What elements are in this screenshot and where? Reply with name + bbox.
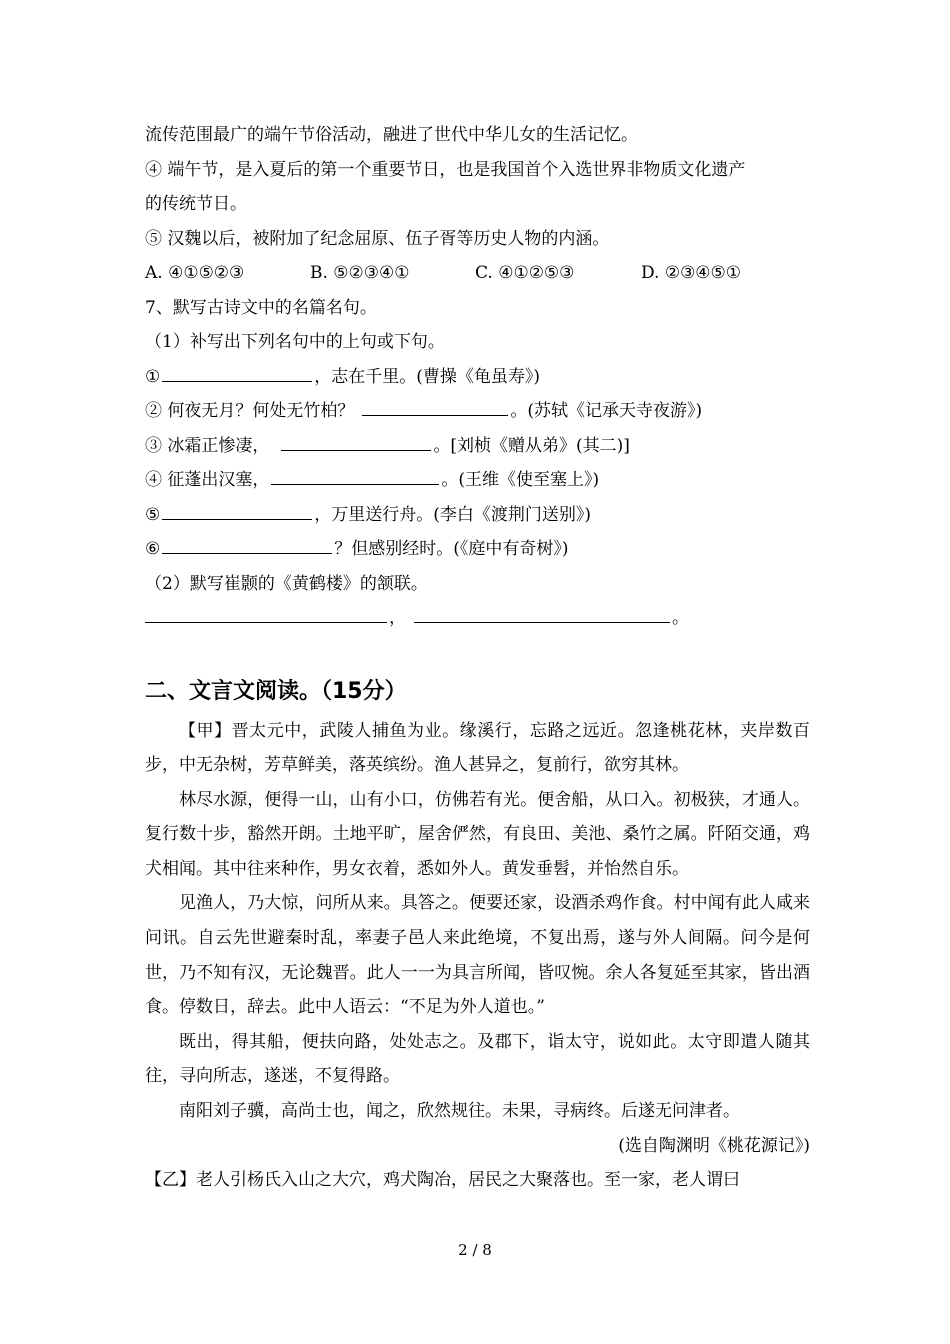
answer-blank[interactable]	[271, 483, 439, 485]
option-a: A. ④①⑤②③	[145, 263, 245, 283]
passage-paragraph: 【甲】晋太元中，武陵人捕鱼为业。缘溪行，忘路之远近。忽逢桃花林，夹岸数百步，中无杂树，芳草鲜美，落英缤纷。渔人甚异之，复前行，欲穷其林。	[145, 720, 810, 776]
q7-sub1: （1）补写出下列名句中的上句或下句。	[145, 332, 445, 352]
passage-paragraph: 见渔人，乃大惊，问所从来。具答之。便要还家，设酒杀鸡作食。村中闻有此人咸来问讯。自云先世避秦时乱，率妻子邑人来此绝境，不复出焉，遂与外人间隔。问今是何世，乃不知有汉，无论魏晋。此人一一为具言所闻，皆叹惋。余人各复延至其家，皆出酒食。停数日，辞去。此中人语云：“不足为外人道也。”	[145, 893, 810, 1018]
q7-sub2: （2）默写崔颢的《黄鹤楼》的颔联。	[145, 573, 428, 594]
q7-item-6: ⑥ ？但感别经时。(《庭中有奇树》)	[145, 539, 569, 559]
passage-paragraph: 既出，得其船，便扶向路，处处志之。及郡下，诣太守，说如此。太守即遣人随其往，寻向所志，遂迷，不复得路。	[145, 1031, 810, 1087]
option-c: C. ④①②⑤③	[475, 263, 575, 283]
q7-item-4: ④ 征蓬出汉塞， 。(王维《使至塞上》)	[145, 470, 600, 490]
section-heading: 二、文言文阅读。（15分）	[145, 678, 407, 704]
answer-blank[interactable]	[162, 380, 312, 382]
option-b: B. ⑤②③④①	[310, 263, 410, 283]
answer-blank[interactable]	[145, 621, 387, 623]
q6-item-4b: 的传统节日。	[145, 194, 247, 214]
passage-yi: 【乙】老人引杨氏入山之大穴，鸡犬陶冶，居民之大聚落也。至一家，老人谓曰	[145, 1170, 740, 1191]
q6-item-5: ⑤ 汉魏以后，被附加了纪念屈原、伍子胥等历史人物的内涵。	[145, 228, 610, 249]
answer-blank[interactable]	[414, 621, 670, 623]
answer-blank[interactable]	[162, 518, 312, 520]
answer-blank[interactable]	[362, 414, 508, 416]
q7-item-3: ③ 冰霜正惨凄， 。[刘桢《赠从弟》(其二)]	[145, 435, 630, 456]
q6-item-4a: ④ 端午节，是入夏后的第一个重要节日，也是我国首个入选世界非物质文化遗产	[145, 159, 746, 180]
q7-couplet: ， 。	[145, 601, 810, 636]
page-number: 2 / 8	[458, 1241, 492, 1259]
q6-options	[145, 256, 810, 291]
passage-paragraph: 林尽水源，便得一山，山有小口，仿佛若有光。便舍船，从口入。初极狭，才通人。复行数十步，豁然开朗。土地平旷，屋舍俨然，有良田、美池、桑竹之属。阡陌交通，鸡犬相闻。其中往来种作，男女衣着，悉如外人。黄发垂髫，并怡然自乐。	[145, 789, 810, 879]
q7-item-2: ② 何夜无月？何处无竹柏？ 。(苏轼《记承天寺夜游》)	[145, 401, 703, 421]
passage-source: (选自陶渊明《桃花源记》)	[618, 1135, 810, 1156]
q7-item-1: ① ，志在千里。(曹操《龟虽寿》)	[145, 366, 541, 387]
passage-paragraph: 南阳刘子骥，高尚士也，闻之，欣然规往。未果，寻病终。后遂无问津者。	[179, 1101, 740, 1122]
answer-blank[interactable]	[281, 449, 431, 451]
answer-blank[interactable]	[162, 552, 332, 554]
page-content	[145, 118, 810, 1198]
option-d: D. ②③④⑤①	[641, 263, 742, 283]
q7-title: 7、默写古诗文中的名篇名句。	[145, 297, 377, 318]
q6-line-cont: 流传范围最广的端午节俗活动，融进了世代中华儿女的生活记忆。	[145, 125, 638, 145]
q7-item-5: ⑤ ，万里送行舟。(李白《渡荆门送别》)	[145, 504, 592, 525]
